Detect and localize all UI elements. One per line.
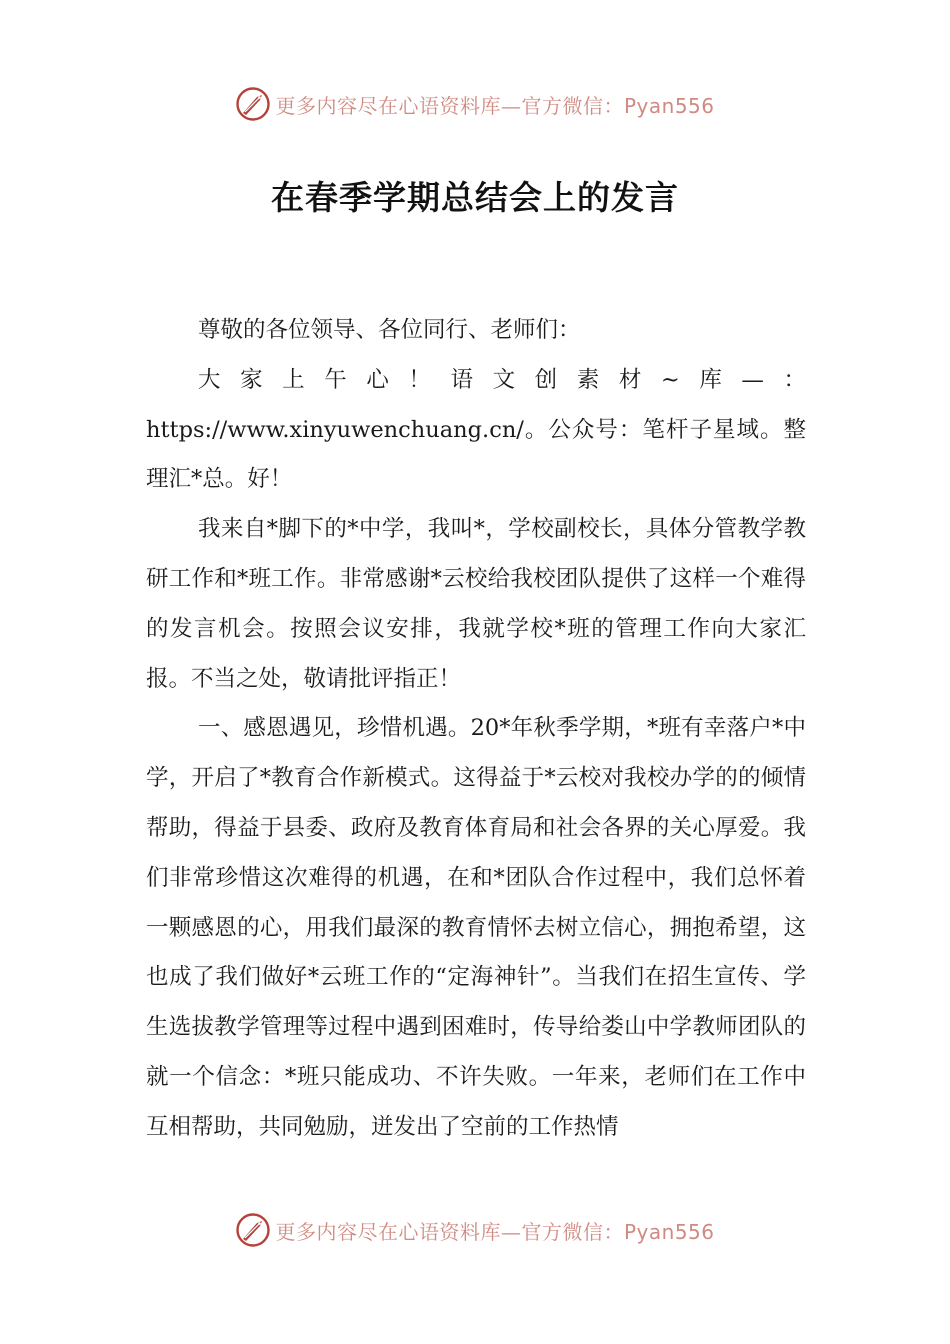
page-title: 在春季学期总结会上的发言 bbox=[271, 178, 679, 217]
introduction-paragraph: 我来自*脚下的*中学，我叫*，学校副校长，具体分管教学教研工作和*班工作。非常感谢*云校给我校团队提供了这样一个难得的发言机会。按照会议安排，我就学校*班的管理工作向大家汇报。不当之处，敬请批评指正！ bbox=[146, 516, 806, 692]
greeting-paragraph: 大家上午心！语文创素材~库—：https://www.xinyuwenchuang.cn/。公众号：笔杆子星域。整理汇*总。好！ bbox=[146, 366, 806, 493]
document-body bbox=[146, 306, 806, 1153]
salutation-paragraph: 尊敬的各位领导、各位同行、老师们： bbox=[198, 317, 581, 343]
pen-nib-logo-icon bbox=[235, 1212, 271, 1248]
header-watermark bbox=[0, 82, 950, 126]
footer-watermark bbox=[0, 1208, 950, 1252]
pen-nib-logo-icon bbox=[235, 86, 271, 122]
section-one-paragraph: 一、感恩遇见，珍惜机遇。20*年秋季学期，*班有幸落户*中学，开启了*教育合作新模式。这得益于*云校对我校办学的的倾情帮助，得益于县委、政府及教育体育局和社会各界的关心厚爱。我们非常珍惜这次难得的机遇，在和*团队合作过程中，我们总怀着一颗感恩的心，用我们最深的教育情怀去树立信心，拥抱希望，这也成了我们做好*云班工作的“定海神针”。当我们在招生宣传、学生选拔教学管理等过程中遇到困难时，传导给娄山中学教师团队的就一个信念：*班只能成功、不许失败。一年来，老师们在工作中互相帮助，共同勉励，迸发出了空前的工作热情 bbox=[146, 715, 806, 1140]
footer-watermark-text: 更多内容尽在心语资料库—官方微信：Pyan556 bbox=[275, 1219, 715, 1244]
header-watermark-text: 更多内容尽在心语资料库—官方微信：Pyan556 bbox=[275, 93, 715, 118]
